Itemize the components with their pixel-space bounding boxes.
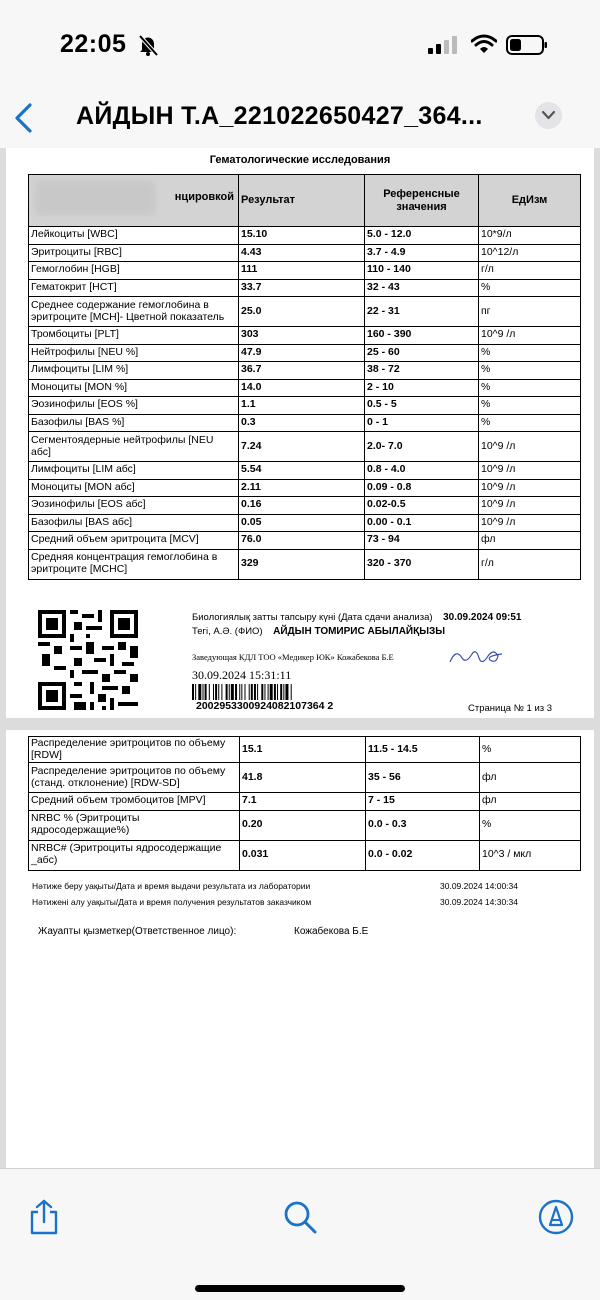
table-row	[29, 279, 581, 297]
table-row	[29, 432, 581, 462]
status-bar	[0, 0, 600, 90]
document-title[interactable]: АЙДЫН Т.А_221022650427_364...	[76, 102, 483, 130]
reference-cell: 11.5 - 14.5	[366, 737, 480, 763]
table-row	[29, 763, 581, 793]
test-name-cell: Лимфоциты [LIM %]	[29, 362, 239, 380]
table-row	[29, 244, 581, 262]
result-cell: 33.7	[239, 279, 365, 297]
unit-cell: 10^9 /л	[479, 432, 581, 462]
unit-cell: 10^9 /л	[479, 479, 581, 497]
bell-slash-icon	[137, 34, 159, 56]
reference-cell: 0.02-0.5	[365, 497, 479, 515]
table-row	[29, 327, 581, 345]
receive-date-value: 30.09.2024 14:30:34	[440, 897, 518, 907]
reference-cell: 0 - 1	[365, 414, 479, 432]
reference-cell: 0.0 - 0.3	[366, 810, 480, 840]
bottom-toolbar	[0, 1168, 600, 1300]
result-cell: 47.9	[239, 344, 365, 362]
cellular-signal-icon	[428, 36, 460, 54]
table-row	[29, 549, 581, 579]
document-page-2	[6, 730, 594, 1168]
result-cell: 15.10	[239, 227, 365, 245]
patient-name-line: Тегі, А.Ә. (ФИО) АЙДЫН ТОМИРИС АБЫЛАЙҚЫЗЫ	[192, 626, 446, 637]
reference-cell: 0.00 - 0.1	[365, 514, 479, 532]
reference-cell: 7 - 15	[366, 793, 480, 811]
table-row	[29, 227, 581, 245]
result-cell: 1.1	[239, 397, 365, 415]
chevron-down-icon	[541, 110, 556, 121]
test-name-cell: Моноциты [MON абс]	[29, 479, 239, 497]
test-name-cell: NRBC % (Эритроциты ядросодержащие%)	[29, 810, 240, 840]
unit-cell: фл	[479, 532, 581, 550]
navigation-bar	[0, 90, 600, 148]
test-name-cell: Нейтрофилы [NEU %]	[29, 344, 239, 362]
test-name-cell: Распределение эритроцитов по объему (станд. отклонение) [RDW-SD]	[29, 763, 240, 793]
table-row	[29, 737, 581, 763]
result-cell: 7.24	[239, 432, 365, 462]
reference-cell: 2 - 10	[365, 379, 479, 397]
responsible-name: Кожабекова Б.Е	[294, 926, 369, 937]
document-page-1	[6, 148, 594, 718]
result-cell: 0.16	[239, 497, 365, 515]
table-row	[29, 840, 581, 870]
unit-cell: %	[479, 414, 581, 432]
result-cell: 15.1	[240, 737, 366, 763]
result-cell: 111	[239, 262, 365, 280]
reference-cell: 32 - 43	[365, 279, 479, 297]
table-row	[29, 344, 581, 362]
table-row	[29, 462, 581, 480]
test-name-cell: Средний объем эритроцита [MCV]	[29, 532, 239, 550]
qr-code	[38, 610, 138, 710]
redacted-area	[35, 181, 155, 215]
section-heading: Гематологические исследования	[209, 154, 391, 166]
head-of-lab-note: Заведующая КДЛ ТОО «Медикер ЮК» Кожабекова Б.Е	[192, 652, 394, 662]
reference-cell: 0.09 - 0.8	[365, 479, 479, 497]
unit-cell: 10^3 / мкл	[480, 840, 581, 870]
barcode	[192, 684, 346, 700]
table-row	[29, 514, 581, 532]
unit-cell: пг	[479, 297, 581, 327]
test-name-cell: NRBC# (Эритроциты ядросодержащие _абс)	[29, 840, 240, 870]
table-row	[29, 793, 581, 811]
results-table-continued	[28, 736, 581, 871]
result-cell: 76.0	[239, 532, 365, 550]
table-header-row	[29, 175, 581, 227]
result-cell: 41.8	[240, 763, 366, 793]
unit-cell: 10*9/л	[479, 227, 581, 245]
test-name-cell: Средняя концентрация гемоглобина в эритроците [MCHC]	[29, 549, 239, 579]
result-cell: 0.031	[240, 840, 366, 870]
test-name-cell: Эозинофилы [EOS %]	[29, 397, 239, 415]
battery-icon	[506, 35, 548, 55]
test-name-cell: Гематокрит [HCT]	[29, 279, 239, 297]
reference-cell: 3.7 - 4.9	[365, 244, 479, 262]
table-row	[29, 397, 581, 415]
unit-cell: 10^9 /л	[479, 462, 581, 480]
unit-cell: г/л	[479, 262, 581, 280]
test-name-cell: Тромбоциты [PLT]	[29, 327, 239, 345]
reference-cell: 0.8 - 4.0	[365, 462, 479, 480]
table-row	[29, 532, 581, 550]
table-row	[29, 414, 581, 432]
unit-cell: %	[480, 810, 581, 840]
result-cell: 14.0	[239, 379, 365, 397]
unit-cell: %	[479, 362, 581, 380]
unit-cell: %	[479, 279, 581, 297]
test-name-cell: Лейкоциты [WBC]	[29, 227, 239, 245]
test-name-cell: Среднее содержание гемоглобина в эритроците [MCH]- Цветной показатель	[29, 297, 239, 327]
unit-cell: фл	[480, 763, 581, 793]
unit-cell: %	[480, 737, 581, 763]
reference-cell: 2.0- 7.0	[365, 432, 479, 462]
result-cell: 0.20	[240, 810, 366, 840]
reference-cell: 73 - 94	[365, 532, 479, 550]
table-row	[29, 262, 581, 280]
test-name-cell: Средний объем тромбоцитов [MPV]	[29, 793, 240, 811]
reference-cell: 0.5 - 5	[365, 397, 479, 415]
test-name-cell: Эозинофилы [EOS абс]	[29, 497, 239, 515]
reference-cell: 160 - 390	[365, 327, 479, 345]
clock: 22:05	[60, 30, 127, 58]
table-row	[29, 362, 581, 380]
responsible-label: Жауапты қызметкер(Ответственное лицо):	[38, 926, 237, 937]
share-icon[interactable]	[28, 1199, 60, 1235]
table-row	[29, 810, 581, 840]
reference-cell: 110 - 140	[365, 262, 479, 280]
unit-cell: фл	[480, 793, 581, 811]
search-icon[interactable]	[282, 1199, 318, 1235]
wifi-icon	[471, 33, 497, 55]
unit-cell: %	[479, 344, 581, 362]
markup-pen-icon[interactable]	[538, 1199, 574, 1235]
result-cell: 0.3	[239, 414, 365, 432]
stamp-date: 30.09.2024 15:31:11	[192, 668, 292, 682]
home-indicator	[195, 1285, 405, 1292]
reference-cell: 0.0 - 0.02	[366, 840, 480, 870]
reference-cell: 22 - 31	[365, 297, 479, 327]
header-reference: Референсные значения	[365, 175, 479, 227]
result-cell: 2.11	[239, 479, 365, 497]
result-cell: 25.0	[239, 297, 365, 327]
test-name-cell: Базофилы [BAS %]	[29, 414, 239, 432]
test-name-cell: Сегментоядерные нейтрофилы [NEU абс]	[29, 432, 239, 462]
table-row	[29, 497, 581, 515]
result-cell: 5.54	[239, 462, 365, 480]
reference-cell: 38 - 72	[365, 362, 479, 380]
reference-cell: 5.0 - 12.0	[365, 227, 479, 245]
barcode-number: 2002953300924082107364 2	[196, 700, 334, 712]
unit-cell: 10^9 /л	[479, 497, 581, 515]
unit-cell: 10^9 /л	[479, 327, 581, 345]
issue-date-label: Нәтиже беру уақыты/Дата и время выдачи результата из лаборатории	[32, 881, 311, 891]
result-cell: 303	[239, 327, 365, 345]
title-menu-button[interactable]	[535, 102, 562, 129]
table-row	[29, 379, 581, 397]
table-row	[29, 479, 581, 497]
test-name-cell: Лимфоциты [LIM абс]	[29, 462, 239, 480]
result-cell: 4.43	[239, 244, 365, 262]
submit-date-line: Биологиялық затты тапсыру күні (Дата сдачи анализа) 30.09.2024 09:51	[192, 612, 522, 623]
signature-image	[446, 644, 506, 670]
header-test-name: нцировкой	[29, 175, 239, 227]
test-name-cell: Гемоглобин [HGB]	[29, 262, 239, 280]
unit-cell: %	[479, 379, 581, 397]
reference-cell: 35 - 56	[366, 763, 480, 793]
page-number: Страница № 1 из 3	[468, 703, 553, 714]
header-result: Результат	[239, 175, 365, 227]
test-name-cell: Распределение эритроцитов по объему [RDW]	[29, 737, 240, 763]
test-name-cell: Базофилы [BAS абс]	[29, 514, 239, 532]
reference-cell: 25 - 60	[365, 344, 479, 362]
unit-cell: 10^12/л	[479, 244, 581, 262]
unit-cell: %	[479, 397, 581, 415]
results-table	[28, 174, 581, 580]
result-cell: 7.1	[240, 793, 366, 811]
receive-date-label: Нәтижені алу уақыты/Дата и время получения результатов заказчиком	[32, 897, 312, 907]
result-cell: 36.7	[239, 362, 365, 380]
result-cell: 329	[239, 549, 365, 579]
header-unit: ЕдИзм	[479, 175, 581, 227]
table-row	[29, 297, 581, 327]
back-chevron-icon[interactable]	[12, 102, 36, 134]
unit-cell: 10^9 /л	[479, 514, 581, 532]
test-name-cell: Эритроциты [RBC]	[29, 244, 239, 262]
reference-cell: 320 - 370	[365, 549, 479, 579]
test-name-cell: Моноциты [MON %]	[29, 379, 239, 397]
issue-date-value: 30.09.2024 14:00:34	[440, 881, 518, 891]
unit-cell: г/л	[479, 549, 581, 579]
result-cell: 0.05	[239, 514, 365, 532]
